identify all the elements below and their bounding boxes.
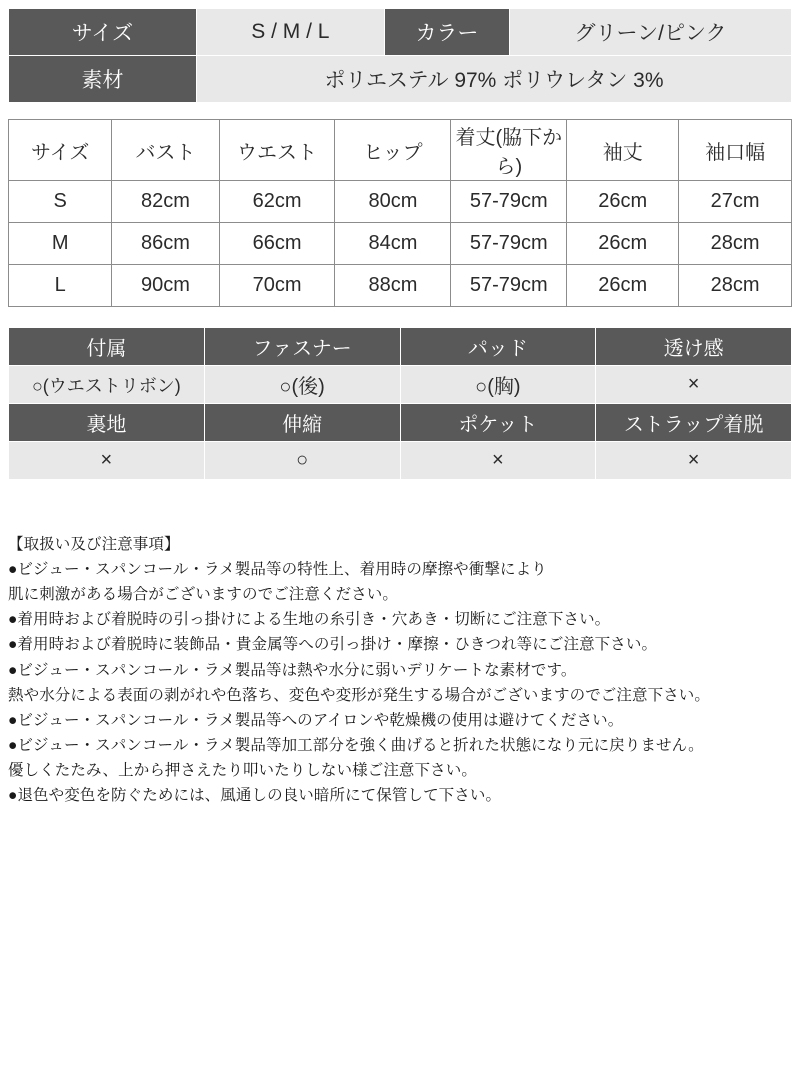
spec-label-size: サイズ — [9, 9, 197, 56]
size-cell-m-hip: 84cm — [335, 223, 451, 265]
care-note-line: ●着用時および着脱時の引っ掛けによる生地の糸引き・穴あき・切断にご注意下さい。 — [8, 611, 611, 629]
attributes-header-row-2 — [9, 404, 792, 442]
size-chart-table — [8, 119, 792, 307]
attr-value-zipper: ○(後) — [204, 366, 400, 404]
care-note-line: 優しくたたみ、上から押さえたり叩いたりしない様ご注意下さい。 — [8, 761, 477, 779]
attr-label-stretch: 伸縮 — [204, 404, 400, 442]
care-note-line: 熱や水分による表面の剥がれや色落ち、変色や変形が発生する場合がございますのでご注意下さい。 — [8, 686, 711, 704]
care-note-line: ●ビジュー・スパンコール・ラメ製品等は熱や水分に弱いデリケートな素材です。 — [8, 661, 577, 679]
size-cell-m-waist: 66cm — [219, 223, 335, 265]
table-row — [9, 265, 792, 307]
spec-value-material: ポリエステル 97% ポリウレタン 3% — [196, 56, 791, 103]
care-notes — [8, 532, 792, 808]
attr-label-zipper: ファスナー — [204, 328, 400, 366]
attr-label-pocket: ポケット — [400, 404, 596, 442]
attr-value-pocket: × — [400, 442, 596, 480]
size-header-cuff: 袖口幅 — [679, 120, 792, 181]
size-cell-s-sleeve: 26cm — [567, 181, 679, 223]
care-notes-title: 【取扱い及び注意事項】 — [8, 536, 180, 553]
size-header-size: サイズ — [9, 120, 112, 181]
table-row — [9, 223, 792, 265]
attr-value-lining: × — [9, 442, 205, 480]
size-cell-l-size: L — [9, 265, 112, 307]
size-header-bust: バスト — [112, 120, 219, 181]
spec-summary-table — [8, 8, 792, 103]
size-cell-s-size: S — [9, 181, 112, 223]
size-cell-s-waist: 62cm — [219, 181, 335, 223]
size-chart-header-row — [9, 120, 792, 181]
size-cell-m-size: M — [9, 223, 112, 265]
size-cell-l-hip: 88cm — [335, 265, 451, 307]
size-header-hip: ヒップ — [335, 120, 451, 181]
size-cell-m-bust: 86cm — [112, 223, 219, 265]
attr-value-accessory: ○(ウエストリボン) — [9, 366, 205, 404]
attributes-value-row-2 — [9, 442, 792, 480]
care-note-line: ●ビジュー・スパンコール・ラメ製品等加工部分を強く曲げると折れた状態になり元に戻りません。 — [8, 736, 704, 754]
size-cell-l-sleeve: 26cm — [567, 265, 679, 307]
care-note-line: ●ビジュー・スパンコール・ラメ製品等の特性上、着用時の摩擦や衝撃により — [8, 561, 547, 579]
attributes-header-row-1 — [9, 328, 792, 366]
attr-value-sheerness: × — [596, 366, 792, 404]
spec-row-material — [9, 56, 792, 103]
size-header-sleeve: 袖丈 — [567, 120, 679, 181]
attr-label-lining: 裏地 — [9, 404, 205, 442]
attr-label-sheerness: 透け感 — [596, 328, 792, 366]
spec-label-material: 素材 — [9, 56, 197, 103]
attributes-table — [8, 327, 792, 480]
attr-label-pad: パッド — [400, 328, 596, 366]
size-cell-l-length: 57-79cm — [451, 265, 567, 307]
size-cell-l-waist: 70cm — [219, 265, 335, 307]
attr-value-strap-detach: × — [596, 442, 792, 480]
care-note-line: ●ビジュー・スパンコール・ラメ製品等へのアイロンや乾燥機の使用は避けてください。 — [8, 711, 624, 729]
table-row — [9, 181, 792, 223]
attr-value-pad: ○(胸) — [400, 366, 596, 404]
size-cell-m-length: 57-79cm — [451, 223, 567, 265]
spec-value-color: グリーン/ピンク — [510, 9, 792, 56]
size-cell-s-cuff: 27cm — [679, 181, 792, 223]
size-header-length: 着丈(脇下から) — [451, 120, 567, 181]
spec-value-size: S / M / L — [196, 9, 384, 56]
attributes-body — [9, 328, 792, 480]
size-cell-s-hip: 80cm — [335, 181, 451, 223]
spec-summary-body — [9, 9, 792, 103]
size-cell-l-cuff: 28cm — [679, 265, 792, 307]
size-cell-m-cuff: 28cm — [679, 223, 792, 265]
attr-value-stretch: ○ — [204, 442, 400, 480]
attr-label-strap-detach: ストラップ着脱 — [596, 404, 792, 442]
care-note-line: ●着用時および着脱時に装飾品・貴金属等への引っ掛け・摩擦・ひきつれ等にご注意下さい。 — [8, 636, 658, 654]
size-cell-l-bust: 90cm — [112, 265, 219, 307]
size-cell-m-sleeve: 26cm — [567, 223, 679, 265]
care-note-line: ●退色や変色を防ぐためには、風通しの良い暗所にて保管して下さい。 — [8, 787, 502, 805]
spec-row-size-color — [9, 9, 792, 56]
size-header-waist: ウエスト — [219, 120, 335, 181]
attr-label-accessory: 付属 — [9, 328, 205, 366]
attributes-value-row-1 — [9, 366, 792, 404]
care-note-line: 肌に刺激がある場合がございますのでご注意ください。 — [8, 586, 399, 604]
size-chart-body — [9, 120, 792, 307]
spec-label-color: カラー — [384, 9, 509, 56]
size-cell-s-bust: 82cm — [112, 181, 219, 223]
size-cell-s-length: 57-79cm — [451, 181, 567, 223]
